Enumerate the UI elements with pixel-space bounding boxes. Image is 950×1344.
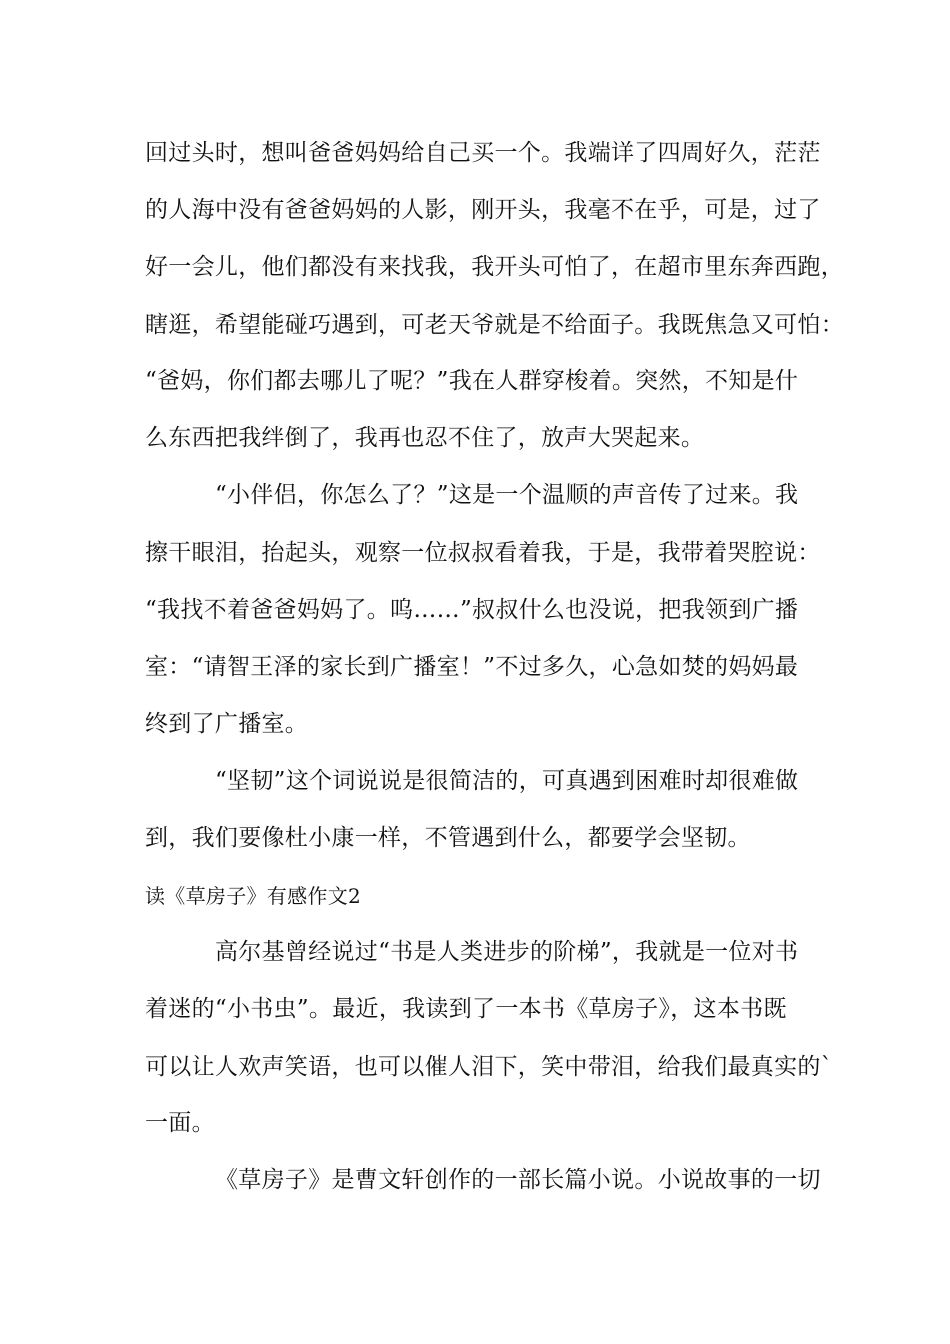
- text-line: 着迷的“小书虫”。最近，我读到了一本书《草房子》，这本书既: [145, 996, 787, 1022]
- text-line: 终到了广播室。: [145, 711, 309, 737]
- text-line: “我找不着爸爸妈妈了。呜……”叔叔什么也没说，把我领到广播: [145, 597, 799, 623]
- text-line: 可以让人欢声笑语，也可以催人泪下，笑中带泪，给我们最真实的`: [145, 1054, 833, 1080]
- text-line: 瞎逛，希望能碰巧遇到，可老天爷就是不给面子。我既焦急又可怕：: [145, 312, 844, 338]
- text-line: 的人海中没有爸爸妈妈的人影，刚开头，我毫不在乎，可是，过了: [145, 197, 821, 223]
- paragraph-first-line: 《草房子》是曹文轩创作的一部长篇小说。小说故事的一切: [215, 1167, 821, 1193]
- text-line: 室：“请智王泽的家长到广播室！”不过多久，心急如焚的妈妈最: [145, 654, 799, 680]
- text-line: 擦干眼泪，抬起头，观察一位叔叔看着我，于是，我带着哭腔说：: [145, 540, 821, 566]
- text-line: “爸妈，你们都去哪儿了呢？”我在人群穿梭着。突然，不知是什: [145, 368, 799, 394]
- text-line: 好一会儿，他们都没有来找我，我开头可怕了，在超市里东奔西跑，: [145, 254, 844, 280]
- paragraph-first-line: “小伴侣，你怎么了？”这是一个温顺的声音传了过来。我: [215, 482, 799, 508]
- text-line: 回过头时，想叫爸爸妈妈给自己买一个。我端详了四周好久，茫茫: [145, 140, 821, 166]
- text-line: 到，我们要像杜小康一样，不管遇到什么，都要学会坚韧。: [145, 825, 751, 851]
- text-line: 一面。: [145, 1110, 215, 1136]
- paragraph-first-line: 高尔基曾经说过“书是人类进步的阶梯”，我就是一位对书: [215, 939, 799, 965]
- section-heading: 读《草房子》有感作文2: [145, 884, 362, 908]
- paragraph-first-line: “坚韧”这个词说说是很简洁的，可真遇到困难时却很难做: [215, 768, 799, 794]
- text-line: 么东西把我绊倒了，我再也忍不住了，放声大哭起来。: [145, 425, 705, 451]
